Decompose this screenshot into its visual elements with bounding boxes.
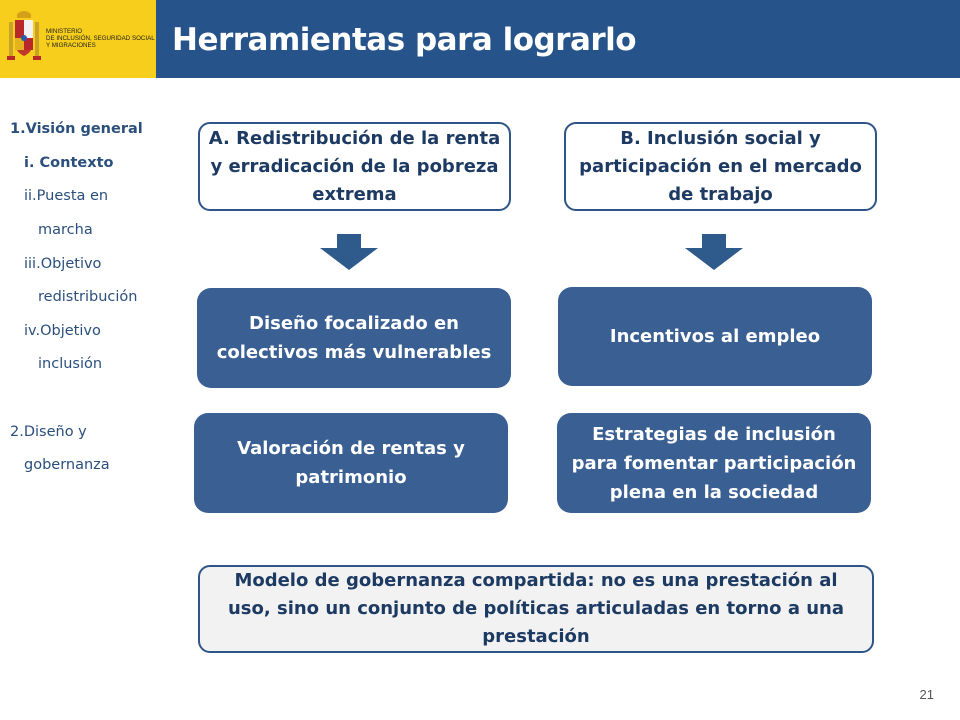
ministry-line: Y MIGRACIONES <box>46 42 96 50</box>
page-title: Herramientas para lograrlo <box>172 22 637 58</box>
nav-item-objetivo-inclusion[interactable]: iv.Objetivo <box>24 323 101 339</box>
nav-item-diseno-gobernanza[interactable]: 2.Diseño y <box>10 424 87 440</box>
goal-a-box: A. Redistribución de la renta y erradicación de la pobreza extrema <box>198 122 511 211</box>
goal-b-box: B. Inclusión social y participación en el mercado de trabajo <box>564 122 877 211</box>
down-arrow-icon <box>320 234 378 270</box>
income-assessment-box: Valoración de rentas y patrimonio <box>194 413 508 513</box>
ministry-logo <box>0 0 156 78</box>
nav-item-objetivo-redistribucion[interactable]: iii.Objetivo <box>24 256 102 272</box>
ministry-line: DE INCLUSIÓN, SEGURIDAD SOCIAL <box>46 35 155 43</box>
nav-item-diseno-gobernanza-cont[interactable]: gobernanza <box>24 457 110 473</box>
governance-model-box: Modelo de gobernanza compartida: no es una prestación al uso, sino un conjunto de políticas articuladas en torno a una prestación <box>198 565 874 653</box>
nav-item-puesta-en-marcha-cont[interactable]: marcha <box>38 222 93 238</box>
nav-item-vision-general[interactable]: 1.Visión general <box>10 121 143 137</box>
nav-item-puesta-en-marcha[interactable]: ii.Puesta en <box>24 188 109 204</box>
ministry-line: MINISTERIO <box>46 28 83 35</box>
nav-item-objetivo-inclusion-cont[interactable]: inclusión <box>38 356 103 372</box>
coat-of-arms-icon <box>7 8 41 66</box>
ministry-name <box>46 28 155 50</box>
employment-incentives-box: Incentivos al empleo <box>558 287 872 386</box>
page-number: 21 <box>919 687 934 702</box>
nav-item-contexto[interactable]: i. Contexto <box>24 155 114 171</box>
targeted-design-box: Diseño focalizado en colectivos más vulnerables <box>197 288 511 388</box>
inclusion-strategies-box: Estrategias de inclusión para fomentar participación plena en la sociedad <box>557 413 871 513</box>
down-arrow-icon <box>685 234 743 270</box>
nav-item-objetivo-redistribucion-cont[interactable]: redistribución <box>38 289 138 305</box>
